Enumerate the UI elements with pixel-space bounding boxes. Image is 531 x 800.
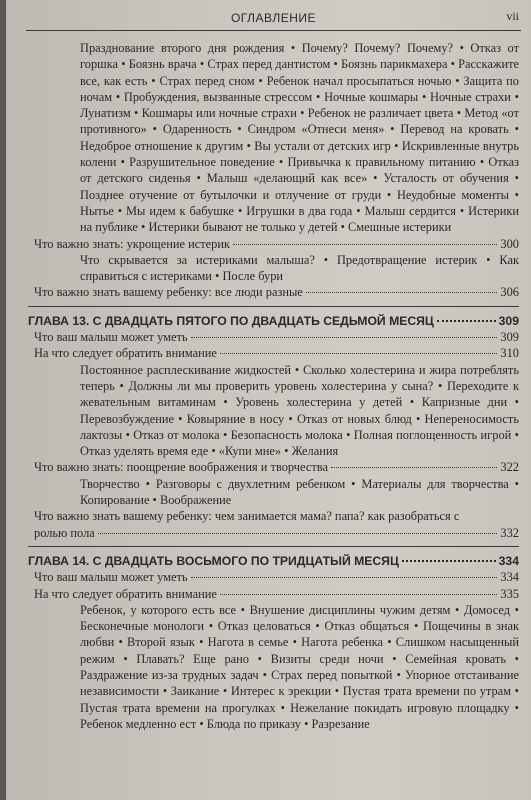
- toc-entry-text: На что следует обратить внимание: [34, 346, 217, 361]
- header-page-number: vii: [506, 9, 519, 23]
- leader-dots: [98, 533, 498, 534]
- toc-entry: [28, 236, 519, 252]
- toc-entry: [28, 284, 519, 300]
- toc-entry-page: 300: [500, 236, 519, 251]
- toc-entry-page: 332: [500, 525, 519, 540]
- chapter-heading: [28, 313, 519, 329]
- toc-entry: [28, 508, 519, 524]
- chapter-heading: [28, 553, 519, 569]
- toc-entry: [28, 525, 519, 541]
- leader-dots: [233, 244, 497, 245]
- toc-entry: [28, 586, 519, 602]
- book-page: [6, 0, 531, 800]
- toc-entry: [28, 345, 519, 361]
- toc-entry: [28, 329, 519, 345]
- toc-entry-text: ролью пола: [34, 525, 95, 540]
- leader-dots: [220, 353, 498, 354]
- leader-dots: [402, 560, 496, 562]
- chapter-title: ГЛАВА 14. С ДВАДЦАТЬ ВОСЬМОГО ПО ТРИДЦАТЫЙ МЕСЯЦ: [28, 553, 399, 568]
- chapter-page: 309: [498, 313, 519, 328]
- leader-dots: [220, 594, 498, 595]
- toc-entry-text: Что ваш малыш может уметь: [34, 330, 188, 345]
- toc-entry-text: Что важно знать вашему ребенку: все люди разные: [34, 285, 303, 300]
- leader-dots: [191, 577, 498, 578]
- toc-entry-text: На что следует обратить внимание: [34, 586, 217, 601]
- toc-entry-text: Что ваш малыш может уметь: [34, 570, 188, 585]
- page-header: [26, 8, 521, 31]
- toc-topics-paragraph: Что скрывается за истериками малыша? • Предотвращение истерик • Как справиться с истериками • После бури: [80, 252, 519, 284]
- toc-entry-page: 306: [500, 285, 519, 300]
- toc-entry-page: 309: [500, 330, 519, 345]
- chapter-divider: [28, 546, 519, 547]
- toc-entry-page: 322: [500, 460, 519, 475]
- toc-content: [28, 40, 519, 732]
- toc-topics-paragraph: Постоянное расплескивание жидкостей • Сколько холестерина и жира потреблять теперь • Должны ли мы проверить уровень холестерина у сына? • Переходите к жевательным витаминам • Уровень холестерина у детей • Капризные дни • Перевозбуждение • Ковыряние в носу • Отказ от новых блюд • Непереносимость лактозы • Отказ от молока • Безопасность молока • Полная поглощенность игрой • Отказ уделять время еде • «Купи мне» • Желания: [80, 362, 519, 459]
- chapter-page: 334: [498, 553, 519, 568]
- leader-dots: [331, 467, 497, 468]
- chapter-title: ГЛАВА 13. С ДВАДЦАТЬ ПЯТОГО ПО ДВАДЦАТЬ СЕДЬМОЙ МЕСЯЦ: [28, 313, 434, 328]
- toc-entry-text: Что важно знать: укрощение истерик: [34, 236, 230, 251]
- toc-topics-paragraph: Творчество • Разговоры с двухлетним ребенком • Материалы для творчества • Копирование • Воображение: [80, 476, 519, 508]
- leader-dots: [191, 337, 498, 338]
- leader-dots: [306, 292, 498, 293]
- header-title: ОГЛАВЛЕНИЕ: [230, 11, 317, 25]
- toc-entry-page: 335: [500, 586, 519, 601]
- toc-entry: [28, 569, 519, 585]
- chapter-divider: [28, 306, 519, 307]
- toc-entry-page: 310: [500, 346, 519, 361]
- toc-entry-text: Что важно знать: поощрение воображения и творчества: [34, 460, 328, 475]
- toc-topics-paragraph: Ребенок, у которого есть все • Внушение дисциплины чужим детям • Домосед • Бесконечные монологи • Отказ целоваться • Отказ общаться • Пощечины в знак любви • Второй язык • Нагота в семье • Нагота ребенка • Слишком насыщенный режим • Плавать? Еще рано • Визиты среди ночи • Семейная кровать • Раздражение из-за трудных задач • Страх перед попыткой • Упорное отстаивание независимости • Заикание • Интерес к эрекции • Пустая трата времени по утрам • Пустая трата времени на прогулках • Нежелание покидать игровую площадку • Ребенок медленно ест • Блюда по приказу • Разрезание: [80, 602, 519, 731]
- toc-topics-paragraph: Празднование второго дня рождения • Почему? Почему? Почему? • Отказ от горшка • Боязнь врача • Страх перед дантистом • Боязнь парикмахера • Расскажите все, как есть • Страх перед сном • Ребенок начал просыпаться ночью • Защита по ночам • Пробуждения, вызванные стрессом • Ночные кошмары • Ночные страхи • Лунатизм • Кошмары или ночные страхи • Ребенок не различает цвета • Метод «от противного» • Одаренность • Синдром «Отнеси меня» • Перевод на кровать • Недоброе отношение к другим • Вы устали от детских игр • Искривленные внутрь колени • Разрушительное поведение • Привычка к правильному питанию • Отказ от детского сиденья • Малыш «делающий как все» • Усталость от обучения • Позднее отучение от бутылочки и отлучение от груди • Неудобные моменты • Нытье • Мы идем к бабушке • Игрушки в два года • Малыш сердится • Истерики на публике • Истерики бывают не только у детей • Смешные истерики: [80, 41, 519, 235]
- toc-entry-text: Что важно знать вашему ребенку: чем занимается мама? папа? как разобраться с: [34, 509, 460, 524]
- toc-entry-page: 334: [500, 570, 519, 585]
- toc-entry: [28, 459, 519, 475]
- leader-dots: [437, 320, 496, 322]
